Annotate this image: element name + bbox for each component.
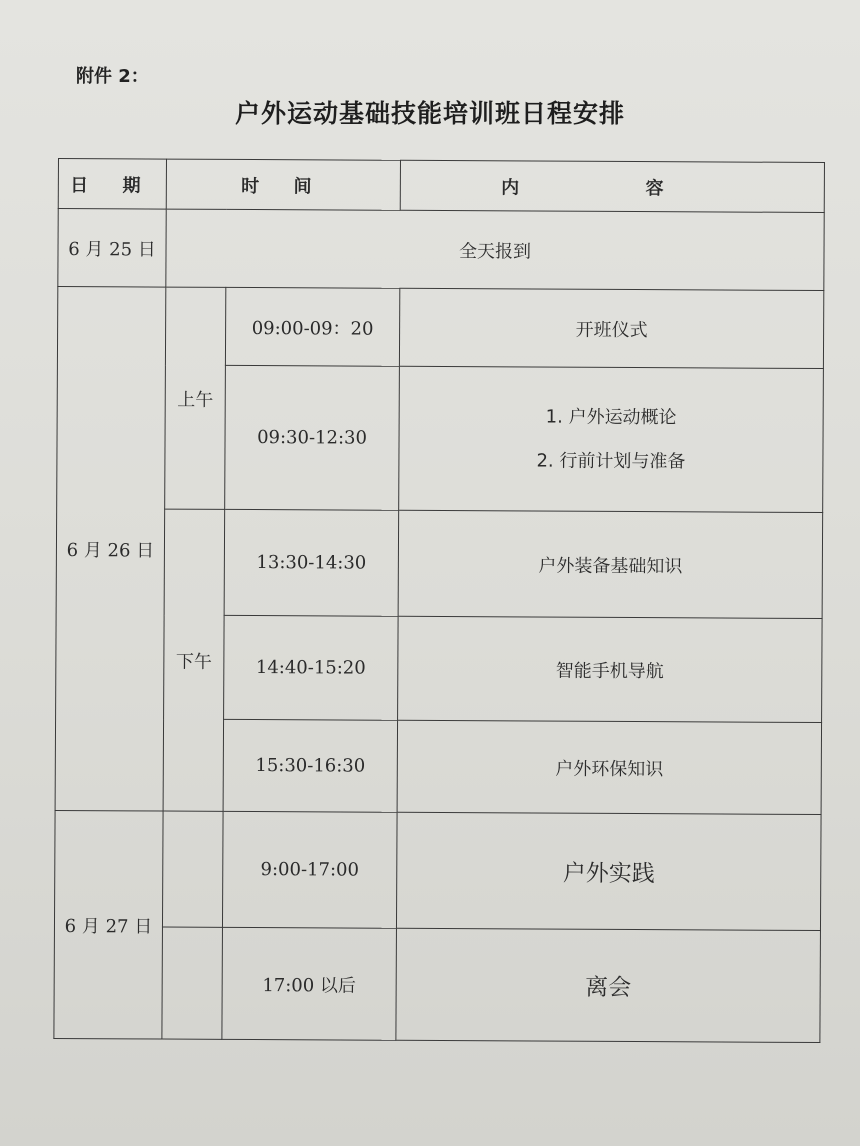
period-empty-cell [162, 927, 223, 1039]
header-time: 时 间 [166, 159, 400, 210]
header-content: 内 容 [400, 160, 824, 212]
period-empty-cell [162, 811, 223, 927]
time-cell: 09:30-12:30 [225, 365, 400, 510]
table-row [57, 287, 823, 369]
period-morning: 上午 [165, 287, 226, 509]
content-cell: 户外环保知识 [397, 720, 821, 814]
time-cell: 17:00 以后 [222, 927, 397, 1040]
content-cell: 智能手机导航 [398, 616, 823, 722]
page-title: 户外运动基础技能培训班日程安排 [234, 99, 625, 128]
schedule-table [53, 158, 825, 1043]
content-cell: 户外装备基础知识 [398, 510, 823, 618]
time-cell: 15:30-16:30 [223, 719, 397, 812]
time-cell: 13:30-14:30 [224, 509, 399, 616]
attachment-label: 附件 2： [76, 66, 149, 87]
content-cell: 户外实践 [396, 812, 821, 930]
date-cell: 6 月 25 日 [58, 209, 166, 288]
table-row [54, 810, 821, 930]
table-row [54, 926, 821, 1042]
content-cell [399, 366, 824, 512]
content-cell: 离会 [396, 928, 821, 1042]
date-cell: 6 月 27 日 [54, 810, 163, 1039]
content-line: 1. 户外运动概论 [545, 406, 677, 428]
content-cell: 全天报到 [166, 209, 824, 290]
header-date: 日 期 [58, 159, 166, 210]
date-cell: 6 月 26 日 [55, 287, 166, 812]
period-afternoon: 下午 [163, 509, 225, 811]
header-row [58, 159, 824, 213]
table-row [58, 209, 824, 291]
time-cell: 9:00-17:00 [222, 811, 397, 928]
content-cell: 开班仪式 [399, 288, 823, 368]
table-row [56, 508, 823, 618]
time-cell: 14:40-15:20 [224, 615, 399, 720]
time-cell: 09:00-09：20 [225, 287, 399, 366]
content-line: 2. 行前计划与准备 [536, 450, 686, 472]
